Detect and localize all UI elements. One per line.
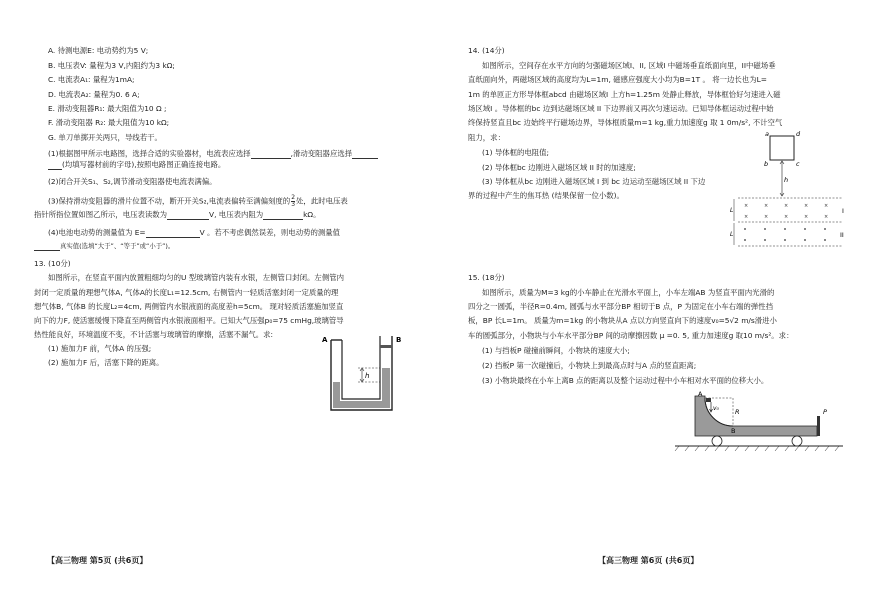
svg-text:×: × <box>784 214 789 220</box>
label-a: A <box>698 390 703 398</box>
label-a: a <box>765 130 769 138</box>
svg-text:×: × <box>764 203 769 209</box>
label-p: P <box>823 408 827 416</box>
sub-question-3: (3)保持滑动变阻器的滑片位置不动，断开开关S₂,电流表偏转至满偏刻度的 $\frac{2}{3}$ 处，此时电压表 <box>48 194 348 208</box>
label-l-1: L <box>730 207 734 214</box>
sub-question-2: (2)闭合开关S₁、S₂,调节滑动变阻器使电流表满偏。 <box>48 177 217 186</box>
square-frame <box>770 136 794 160</box>
svg-text:×: × <box>784 203 789 209</box>
option-a: A. 待测电源E: 电动势约为5 V; <box>48 46 149 55</box>
q15-line-1: 如图所示，质量为M=3 kg的小车静止在光滑水平面上，小车左端AB 为竖直平面内光滑的 <box>482 288 775 297</box>
wheel <box>792 436 802 446</box>
q14-line-1: 如图所示，空间存在水平方向的匀强磁场区域I、II, 区域I 中磁场垂直纸面向里，II中磁场垂 <box>482 61 776 70</box>
svg-text:×: × <box>804 214 809 220</box>
svg-text:×: × <box>824 203 829 209</box>
q15-heading: 15. (18分) <box>468 273 505 282</box>
q14-line-6: 阻力，求： <box>468 133 505 142</box>
label-h: h <box>784 176 789 184</box>
ground-hatching <box>675 446 839 451</box>
page-footer: 【高三物理 第5页 (共6页】 <box>47 556 148 565</box>
label-c: c <box>796 160 800 168</box>
q15-line-4: 车的圆弧部分，小物块与小车水平部分BP 间的动摩擦因数 μ =0. 5, 重力加速度g 取10 m/s²。求： <box>468 331 794 340</box>
field-region-ii <box>744 228 826 241</box>
sub-question-1: (1)根据图甲所示电路图，选择合适的实验器材，电流表应选择 ,滑动变阻器应选择 <box>48 149 378 159</box>
answer-blank[interactable] <box>167 211 209 220</box>
q15-sub-1: (1) 与挡板P 碰撞前瞬间，小物块的速度大小; <box>482 346 630 355</box>
q14-line-5: 终保持竖直且bc 边始终平行磁场边界，导体框质量m=1 kg,重力加速度g 取 1 0m/s², 不计空气 <box>468 118 783 127</box>
answer-blank[interactable] <box>146 229 200 238</box>
u-tube-figure <box>318 330 408 422</box>
fraction: $\frac{2}{3}$ <box>291 194 296 208</box>
q13-line-4: 向下的力F, 使活塞缓慢下降直至两侧管内水银液面相平。已知大气压强p₀=75 cmHg,玻璃管导 <box>34 316 344 325</box>
svg-text:×: × <box>764 214 769 220</box>
label-a: A <box>322 336 328 344</box>
q14-sub-3-cont: 界的过程中产生的焦耳热 (结果保留一位小数)。 <box>468 191 624 200</box>
svg-text:×: × <box>804 203 809 209</box>
option-g: G. 单刀单掷开关两只，导线若干。 <box>48 133 162 142</box>
q14-sub-2: (2) 导体框bc 边刚进入磁场区域 II 时的加速度; <box>482 163 636 172</box>
q13-line-5: 热性能良好，环境温度不变，不计活塞与玻璃管的摩擦，活塞不漏气。求: <box>34 330 273 339</box>
label-region-i: I <box>842 207 844 215</box>
q14-line-3: 1m 的单匝正方形导体框abcd 由磁场区域I 上方h=1.25m 处静止释放，导体框恰好匀速进入磁 <box>468 90 781 99</box>
q13-sub-1: (1) 施加力F 前，气体A 的压强; <box>48 344 152 353</box>
answer-blank[interactable] <box>34 242 60 251</box>
q14-sub-3: (3) 导体框从bc 边刚进入磁场区域 I 到 bc 边运动至磁场区域 II 下边 <box>482 177 706 186</box>
q13-heading: 13. (10分) <box>34 259 71 268</box>
sub-question-3-cont: 指针所指位置如图乙所示，电压表读数为 V, 电压表内阻为 kΩ。 <box>34 210 321 219</box>
label-region-ii: II <box>840 231 844 239</box>
label-h: h <box>365 372 370 380</box>
magnetic-field-figure <box>730 128 850 258</box>
answer-blank[interactable] <box>48 161 62 170</box>
answer-blank[interactable] <box>251 150 291 159</box>
sub-question-4-cont: 真实值(选填“大于”、“等于”或“小于”)。 <box>34 241 174 251</box>
sub-question-4: (4)电池电动势的测量值为 E= V 。若不考虑偶然误差，则电动势的测量值 <box>48 228 341 237</box>
q14-line-4: 场区域I 。导体框的bc 边到达磁场区域 II 下边界前又再次匀速运动。已知导体框运动过程中始 <box>468 104 774 113</box>
cart-body <box>695 396 817 436</box>
label-d: d <box>796 130 801 138</box>
cart-figure <box>667 388 857 456</box>
label-l-2: L <box>730 231 734 238</box>
svg-text:×: × <box>744 214 749 220</box>
q15-sub-3: (3) 小物块最终在小车上离B 点的距离以及整个运动过程中小车相对水平面的位移大小。 <box>482 376 769 385</box>
option-d: D. 电流表A₂: 量程为0. 6 A; <box>48 90 140 99</box>
label-v0: v₀ <box>713 405 719 412</box>
answer-blank[interactable] <box>263 211 303 220</box>
piston <box>380 345 392 348</box>
q13-line-2: 封闭一定质量的理想气体A, 气体A的长度L₁=12.5cm, 右侧管内一轻质活塞封闭一定质量的理 <box>34 288 339 297</box>
block <box>706 398 711 402</box>
label-b: B <box>731 427 736 435</box>
q13-line-1: 如图所示，在竖直平面内放置粗细均匀的U 型玻璃管内装有水银，左侧管口封闭。左侧管内 <box>48 273 344 282</box>
q13-sub-2: (2) 施加力F 后，活塞下降的距离。 <box>48 358 164 367</box>
q14-line-2: 直纸面向外，两磁场区域的高度均为L=1m, 磁感应强度大小均为B=1T 。 将一边长也为L= <box>468 75 767 84</box>
sub-question-1-cont: (均填写器材前的字母),按照电路图正确连接电路。 <box>48 160 225 170</box>
option-e: E. 滑动变阻器R₁: 最大阻值为10 Ω ; <box>48 104 167 113</box>
wheel <box>712 436 722 446</box>
tube-inner-wall <box>342 336 380 399</box>
label-b: b <box>764 160 769 168</box>
svg-text:×: × <box>744 203 749 209</box>
label-r: R <box>735 408 740 416</box>
field-region-i <box>744 203 828 220</box>
option-f: F. 滑动变阻器 R₂: 最大阻值为10 kΩ; <box>48 118 170 127</box>
q15-line-2: 四分之一圆弧，半径R=0.4m, 圆弧与水平部分BP 相切于B 点，P 为固定在小车右端的弹性挡 <box>468 302 773 311</box>
page-footer: 【高三物理 第6页 (共6页】 <box>598 556 699 565</box>
q15-line-3: 板，BP 长L=1m。 质量为m=1kg 的小物块从A 点以方向竖直向下的速度v₀=5√2 m/s滑进小 <box>468 316 777 325</box>
svg-text:×: × <box>824 214 829 220</box>
answer-blank[interactable] <box>352 150 378 159</box>
label-b: B <box>396 336 402 344</box>
q14-sub-1: (1) 导体框的电阻值; <box>482 148 550 157</box>
q15-sub-2: (2) 挡板P 第一次碰撞后，小物块上到最高点时与A 点的竖直距离; <box>482 361 697 370</box>
baffle <box>817 416 820 436</box>
right-page <box>435 0 870 603</box>
q14-heading: 14. (14分) <box>468 46 505 55</box>
option-b: B. 电压表V: 量程为3 V,内阻约为3 kΩ; <box>48 61 175 70</box>
option-c: C. 电流表A₁: 量程为1mA; <box>48 75 135 84</box>
q13-line-3: 想气体B, 气体B 的长度L₂=4cm, 两侧管内水银液面的高度差h=5cm。 现对轻质活塞施加竖直 <box>34 302 344 311</box>
